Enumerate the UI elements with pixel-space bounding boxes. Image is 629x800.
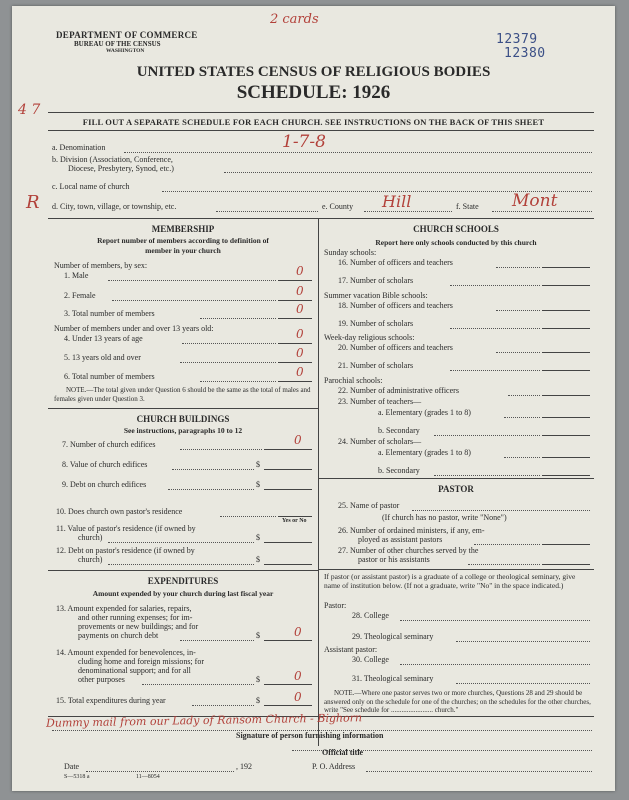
q29-label: 29. Theological seminary [352,632,434,641]
q22-answer-line [542,395,590,396]
q26-label-2: ployed as assistant pastors [358,535,443,544]
q2-value: 0 [296,284,304,298]
q3-label: 3. Total number of members [64,309,155,318]
denomination-label: a. Denomination [52,143,106,152]
q9-answer-line [264,489,312,490]
q16-answer-line [542,267,590,268]
state-value: Mont [512,191,558,211]
q11-label-2: church) [78,533,103,542]
q24-secondary: b. Secondary [378,466,420,475]
q5-answer-line [278,362,312,363]
census-schedule-sheet [12,6,615,791]
city-label: WASHINGTON [106,48,145,54]
q10-answer-line [278,516,312,517]
q6-answer-line [278,381,312,382]
q15-answer-line [264,705,312,706]
q26-label: 26. Number of ordained ministers, if any, em- [338,526,485,535]
q27-dots [468,564,540,565]
q13-value: 0 [294,625,302,639]
q17-answer-line [542,285,590,286]
print-number: 11—8054 [136,774,160,780]
q11-label: 11. Value of pastor's residence (if owned by [56,524,196,533]
q13-dots [180,640,254,641]
q28-label: 28. College [352,611,389,620]
r-mark: R [26,192,40,213]
city-field-label: d. City, town, village, or township, etc. [52,202,177,211]
q13-label: 13. Amount expended for salaries, repairs, [56,604,192,613]
expenditures-subtitle: Amount expended by your church during last fiscal year [92,589,274,598]
sunday-heading: Sunday schools: [324,248,377,257]
q14-label-4: other purposes [78,675,125,684]
q13-answer-line [264,640,312,641]
department-label: DEPARTMENT OF COMMERCE [56,30,198,40]
q25-dots [412,510,590,511]
q9-label: 9. Debt on church edifices [62,480,147,489]
q31-dots [456,683,590,684]
q23b-answer-line [542,435,590,436]
buildings-title: CHURCH BUILDINGS [136,414,230,424]
q1-dots [108,280,276,281]
q13-label-3: provements or new buildings; and for [78,622,199,631]
q1-value: 0 [296,264,304,278]
form-number: S—5318 a [64,774,90,780]
q14-label-2: cluding home and foreign missions; for [78,657,204,666]
q14-answer-line [264,684,312,685]
q11-dots [108,542,254,543]
q15-dots [192,705,254,706]
q23a-dots [504,417,540,418]
q23-elementary: a. Elementary (grades 1 to 8) [378,408,471,417]
q15-dollar: $ [256,696,260,705]
q13-label-2: and other running expenses; for im- [78,613,193,622]
city-line [216,211,318,212]
q16-label: 16. Number of officers and teachers [338,258,453,267]
rule-top [48,112,594,113]
stamp-number-2: 12380 [504,46,546,61]
q23a-answer-line [542,417,590,418]
denomination-value: 1-7-8 [282,132,326,152]
q15-label: 15. Total expenditures during year [56,696,166,705]
q2-answer-line [278,300,312,301]
q20-label: 20. Number of officers and teachers [338,343,453,352]
top-handwritten-note: 2 cards [270,12,319,27]
po-address-line [366,771,592,772]
county-line [364,211,452,212]
q14-label: 14. Amount expended for benevolences, in- [56,648,196,657]
q2-label: 2. Female [64,291,96,300]
rule-main-top [48,218,594,219]
division-line [224,172,592,173]
q17-label: 17. Number of scholars [338,276,414,285]
q11-dollar: $ [256,533,260,542]
local-name-label: c. Local name of church [52,182,130,191]
q21-label: 21. Number of scholars [338,361,414,370]
membership-title: MEMBERSHIP [151,224,215,234]
parochial-heading: Parochial schools: [324,376,383,385]
q24a-dots [504,457,540,458]
rule-under-instructions [48,130,594,131]
q31-label: 31. Theological seminary [352,674,434,683]
q2-dots [112,300,276,301]
q14-dots [142,684,254,685]
q8-dollar: $ [256,460,260,469]
q22-label: 22. Number of administrative officers [338,386,459,395]
state-line [492,211,592,212]
age-heading: Number of members under and over 13 years old: [54,324,214,333]
q4-label: 4. Under 13 years of age [64,334,143,343]
q5-value: 0 [296,346,304,360]
pastor-title: PASTOR [438,484,474,494]
q17-dots [450,285,540,286]
division-label-2: Diocese, Presbytery, Synod, etc.) [68,164,174,173]
q19-answer-line [542,328,590,329]
signature-handwritten: Dummy mail from our Lady of Ransom Church - Bighorn [45,711,363,730]
q28-dots [400,620,590,621]
q24b-dots [434,475,540,476]
q10-dots [220,516,276,517]
schedule-title: SCHEDULE: 1926 [236,82,391,103]
rule-pastor [318,478,594,479]
rule-expenditures [48,570,318,571]
center-column-divider [318,218,319,746]
q26-dots [474,544,540,545]
stamp-number-1: 12379 [496,32,538,47]
county-label: e. County [322,202,354,211]
q9-dots [168,489,254,490]
q6-label: 6. Total number of members [64,372,155,381]
q6-dots [200,381,276,382]
q19-dots [450,328,540,329]
buildings-subtitle: See instructions, paragraphs 10 to 12 [123,426,243,435]
q23-label: 23. Number of teachers— [338,397,422,406]
q24-elementary: a. Elementary (grades 1 to 8) [378,448,471,457]
rule-graduate [318,569,594,570]
q8-dots [172,469,254,470]
q3-dots [200,318,276,319]
membership-subtitle-1: Report number of members according to definition of [97,236,269,245]
q4-answer-line [278,343,312,344]
membership-note: NOTE.—The total given under Question 6 should be the same as the total of males and females given under Question 3. [54,386,311,403]
q12-dollar: $ [256,555,260,564]
denomination-line [124,152,592,153]
q23-secondary: b. Secondary [378,426,420,435]
signature-caption: Signature of person furnishing information [236,731,384,740]
q4-dots [182,343,276,344]
official-title-label: Official title [322,748,364,757]
q1-label: 1. Male [64,271,89,280]
q7-value: 0 [294,433,302,447]
q3-value: 0 [296,302,304,316]
q14-dollar: $ [256,675,260,684]
q1-answer-line [278,280,312,281]
q27-label: 27. Number of other churches served by the [338,546,479,555]
q13-label-4: payments on church debt [78,631,159,640]
q13-dollar: $ [256,631,260,640]
q8-answer-line [264,469,312,470]
weekday-heading: Week-day religious schools: [324,333,415,342]
q7-answer-line [264,449,312,450]
q19-label: 19. Number of scholars [338,319,414,328]
q4-value: 0 [296,327,304,341]
q12-answer-line [264,564,312,565]
q18-dots [496,310,540,311]
date-label: Date [64,762,80,771]
q6-value: 0 [296,365,304,379]
by-sex-heading: Number of members, by sex: [54,261,148,270]
q24-label: 24. Number of scholars— [338,437,422,446]
q25-note: (If church has no pastor, write "None") [382,513,507,522]
year-label: , 192 [236,762,252,771]
membership-subtitle-2: member in your church [145,246,221,255]
schools-subtitle: Report here only schools conducted by this church [375,238,537,247]
q26-answer-line [542,544,590,545]
q12-label-2: church) [78,555,103,564]
summer-heading: Summer vacation Bible schools: [324,291,428,300]
q30-dots [400,664,590,665]
q20-answer-line [542,352,590,353]
asst-pastor-subheading: Assistant pastor: [324,645,378,654]
pastor-subheading: Pastor: [324,601,347,610]
q5-dots [180,362,276,363]
state-label: f. State [456,202,479,211]
q10-label: 10. Does church own pastor's residence [56,507,183,516]
yes-no-hint: Yes or No [282,518,307,524]
q15-value: 0 [294,690,302,704]
q3-answer-line [278,318,312,319]
q18-label: 18. Number of officers and teachers [338,301,453,310]
q14-value: 0 [294,669,302,683]
q12-dots [108,564,254,565]
q11-answer-line [264,542,312,543]
q24b-answer-line [542,475,590,476]
schools-title: CHURCH SCHOOLS [413,224,499,234]
q29-dots [456,641,590,642]
rule-buildings [48,408,318,409]
expenditures-title: EXPENDITURES [147,576,219,586]
q7-dots [180,449,262,450]
graduate-note: If pastor (or assistant pastor) is a graduate of a college or theological seminary, give name of institution below. (If not a graduate, write "No" in the space indicated.) [324,572,576,590]
q20-dots [496,352,540,353]
q23b-dots [434,435,540,436]
q9-dollar: $ [256,480,260,489]
q24a-answer-line [542,457,590,458]
q27-label-2: pastor or his assistants [358,555,430,564]
q12-label: 12. Debt on pastor's residence (if owned by [56,546,195,555]
q27-answer-line [542,564,590,565]
division-label: b. Division (Association, Conference, [52,155,173,164]
q30-label: 30. College [352,655,389,664]
pastor-note: NOTE.—Where one pastor serves two or more churches, Questions 28 and 29 should be answered only on the schedule for one of the churches; on the schedules for the other churches, write "See schedule for ........................ church." [324,689,591,714]
instructions-line: FILL OUT A SEPARATE SCHEDULE FOR EACH CHURCH. SEE INSTRUCTIONS ON THE BACK OF THIS SHEET [82,117,545,127]
q16-dots [496,267,540,268]
q5-label: 5. 13 years old and over [64,353,141,362]
bureau-label: BUREAU OF THE CENSUS [74,40,161,48]
q18-answer-line [542,310,590,311]
q21-answer-line [542,370,590,371]
form-title: UNITED STATES CENSUS OF RELIGIOUS BODIES [136,64,491,80]
q7-label: 7. Number of church edifices [62,440,156,449]
q8-label: 8. Value of church edifices [62,460,148,469]
po-address-label: P. O. Address [312,762,356,771]
q14-label-3: denominational support; and for all [78,666,191,675]
q21-dots [450,370,540,371]
q25-label: 25. Name of pastor [338,501,400,510]
county-value: Hill [382,192,412,211]
margin-handwritten-number: 4 7 [18,102,41,118]
q22-dots [508,395,540,396]
date-line [86,771,234,772]
